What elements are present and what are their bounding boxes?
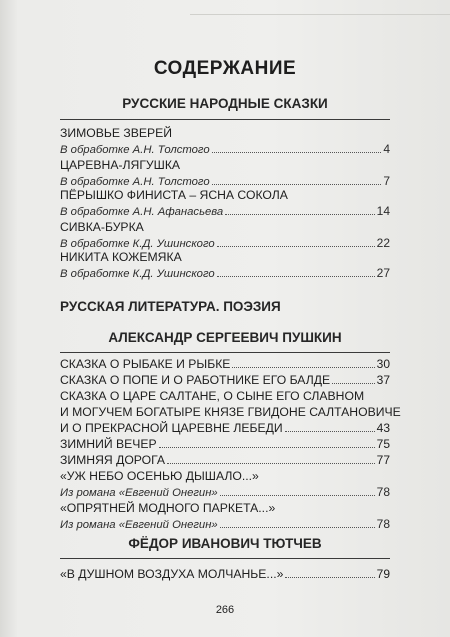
toc-entry-line (60, 265, 390, 281)
toc-entry-subtitle: В обработке А.Н. Афанасьева (60, 206, 224, 218)
toc-entry-title: ЦАРЕВНА-ЛЯГУШКА (60, 158, 181, 172)
author-heading-tyutchev: ФЁДОР ИВАНОВИЧ ТЮТЧЕВ (128, 536, 322, 551)
toc-page-number: 78 (376, 517, 390, 531)
toc-entry-subtitle: В обработке А.Н. Толстого (60, 144, 210, 156)
dot-leader (167, 453, 375, 464)
toc-page-number: 43 (376, 421, 390, 435)
toc-entry-title: СКАЗКА О ПОПЕ И О РАБОТНИКЕ ЕГО БАЛДЕ (60, 373, 331, 387)
toc-page-number: 75 (376, 437, 390, 451)
toc-entry-title-line1: СКАЗКА О ЦАРЕ САЛТАНЕ, О СЫНЕ ЕГО СЛАВНОМ (60, 389, 365, 403)
toc-entry-line (60, 516, 390, 532)
toc-entry-subtitle: Из романа «Евгений Онегин» (60, 519, 218, 531)
section-rule (60, 558, 390, 559)
dot-leader (232, 357, 374, 368)
toc-page-number: 22 (376, 236, 390, 250)
toc-entry-line (60, 141, 390, 157)
toc-entry-title: «ОПРЯТНЕЙ МОДНОГО ПАРКЕТА...» (60, 501, 276, 515)
toc-page-number: 30 (376, 357, 390, 371)
toc-entry-title: НИКИТА КОЖЕМЯКА (60, 250, 182, 264)
dot-leader (220, 517, 375, 528)
toc-page-number: 77 (376, 453, 390, 467)
section-heading-poetry: РУССКАЯ ЛИТЕРАТУРА. ПОЭЗИЯ (60, 299, 281, 314)
toc-entry-title: СИВКА-БУРКА (60, 220, 144, 234)
section-rule (60, 352, 390, 353)
toc-entry-title: ПЁРЫШКО ФИНИСТА – ЯСНА СОКОЛА (60, 188, 288, 202)
dot-leader (212, 142, 382, 153)
toc-entry-title: СКАЗКА О РЫБАКЕ И РЫБКЕ (60, 357, 231, 371)
toc-entry-title: «УЖ НЕБО ОСЕНЬЮ ДЫШАЛО...» (60, 469, 259, 483)
dot-leader (285, 421, 375, 432)
toc-page-number: 37 (376, 373, 390, 387)
toc-page-number: 4 (383, 142, 390, 156)
toc-entry-title: ЗИМНИЙ ВЕЧЕР (60, 437, 157, 451)
toc-page-number: 27 (376, 266, 390, 280)
toc-entry-line (60, 436, 390, 452)
toc-entry-line (60, 372, 390, 388)
toc-entry-title-line2: И МОГУЧЕМ БОГАТЫРЕ КНЯЗЕ ГВИДОНЕ САЛТАНОВИЧЕ (60, 405, 401, 419)
section-rule (60, 119, 390, 120)
page-title: СОДЕРЖАНИЕ (153, 58, 297, 79)
toc-entry-line (60, 203, 390, 219)
dot-leader (212, 174, 382, 185)
bleed-through-header (190, 14, 450, 25)
dot-leader (159, 437, 375, 448)
toc-entry-subtitle: В обработке А.Н. Толстого (60, 176, 210, 188)
toc-entry-line (60, 566, 390, 582)
toc-entry-title: И О ПРЕКРАСНОЙ ЦАРЕВНЕ ЛЕБЕДИ (60, 421, 283, 435)
section-heading-folk-tales: РУССКИЕ НАРОДНЫЕ СКАЗКИ (122, 96, 328, 111)
toc-page-number: 78 (376, 485, 390, 499)
toc-page-number: 14 (376, 204, 390, 218)
author-heading-pushkin: АЛЕКСАНДР СЕРГЕЕВИЧ ПУШКИН (108, 330, 342, 345)
toc-entry-subtitle: В обработке К.Д. Ушинского (60, 238, 215, 250)
toc-page-number: 7 (383, 174, 390, 188)
dot-leader (220, 485, 375, 496)
toc-entry-line (60, 452, 390, 468)
toc-entry-line (60, 420, 390, 436)
dot-leader (225, 204, 374, 215)
toc-entry-title: ЗИМНЯЯ ДОРОГА (60, 453, 166, 467)
toc-entry-subtitle: В обработке К.Д. Ушинского (60, 268, 215, 280)
page-number: 266 (215, 604, 235, 616)
toc-page-number: 79 (376, 567, 390, 581)
toc-entry-title: «В ДУШНОМ ВОЗДУХА МОЛЧАНЬЕ...» (60, 567, 284, 581)
dot-leader (332, 373, 375, 384)
dot-leader (285, 567, 374, 578)
dot-leader (217, 236, 375, 247)
toc-entry-line (60, 484, 390, 500)
toc-entry-subtitle: Из романа «Евгений Онегин» (60, 487, 218, 499)
toc-entry-title: ЗИМОВЬЕ ЗВЕРЕЙ (60, 126, 173, 140)
toc-entry-line (60, 356, 390, 372)
dot-leader (217, 266, 375, 277)
